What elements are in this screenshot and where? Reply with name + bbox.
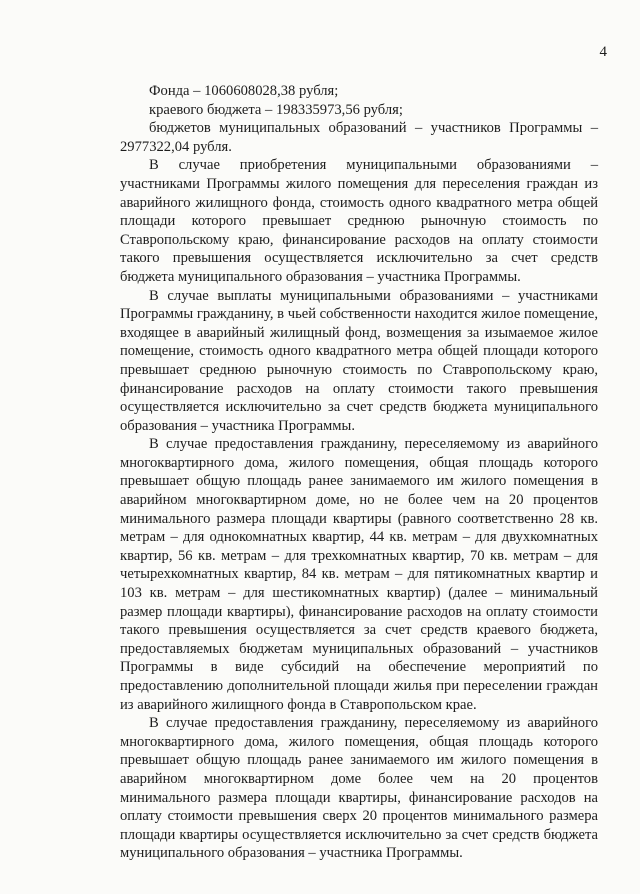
paragraph-area-excess-up-to-20: В случае предоставления гражданину, переселяемому из аварийного многоквартирного дома, жилого помещения, общая площадь которого превышает общую площадь ранее занимаемого им жилого помещения в аварийном многоквартирном доме, но не более чем на 20 процентов минимального размера площади квартиры (равного соответственно 28 кв. метрам – для однокомнатных квартир, 44 кв. метрам – для двухкомнатных квартир, 56 кв. метрам – для трехкомнатных квартир, 70 кв. метрам – для четырехкомнатных квартир, 84 кв. метрам – для пятикомнатных квартир и 103 кв. метрам – для шестикомнатных квартир) (далее – минимальный размер площади квартиры), финансирование расходов на оплату стоимости такого превышения осуществляется за счет средств краевого бюджета, предоставляемых бюджетам муниципальных образований – участников Программы в виде субсидий на обеспечение мероприятий по предоставлению дополнительной площади жилья при переселении граждан из аварийного жилищного фонда в Ставропольском крае. (120, 436, 598, 713)
paragraph-fund-amount: Фонда – 1060608028,38 рубля; (149, 83, 339, 99)
paragraph-municipal-budget-amount: бюджетов муниципальных образований – участников Программы – 2977322,04 рубля. (120, 120, 598, 155)
page-number: 4 (599, 44, 607, 60)
paragraph-purchase-excess-cost: В случае приобретения муниципальными образованиями – участниками Программы жилого помещения для переселения граждан из аварийного жилищного фонда, стоимость одного квадратного метра общей площади которого превышает среднюю рыночную стоимость по Ставропольскому краю, финансирование расходов на оплату стоимости такого превышения осуществляется исключительно за счет средств бюджета муниципального образования – участника Программы. (120, 157, 598, 285)
paragraph-compensation-excess-cost: В случае выплаты муниципальными образованиями – участниками Программы гражданину, в чьей собственности находится жилое помещение, входящее в аварийный жилищный фонд, возмещения за изымаемое жилое помещение, стоимость одного квадратного метра общей площади которого превышает среднюю рыночную стоимость по Ставропольскому краю, финансирование расходов на оплату стоимости такого превышения осуществляется исключительно за счет средств бюджета муниципального образования – участника Программы. (120, 287, 598, 434)
document-body (120, 82, 598, 863)
paragraph-area-excess-over-20: В случае предоставления гражданину, переселяемому из аварийного многоквартирного дома, жилого помещения, общая площадь которого превышает общую площадь ранее занимаемого им жилого помещения в аварийном многоквартирном доме более чем на 20 процентов минимального размера площади квартиры, финансирование расходов на оплату стоимости превышения сверх 20 процентов минимального размера площади квартиры осуществляется исключительно за счет средств бюджета муниципального образования – участника Программы. (120, 715, 598, 862)
paragraph-regional-budget-amount: краевого бюджета – 198335973,56 рубля; (149, 101, 403, 118)
